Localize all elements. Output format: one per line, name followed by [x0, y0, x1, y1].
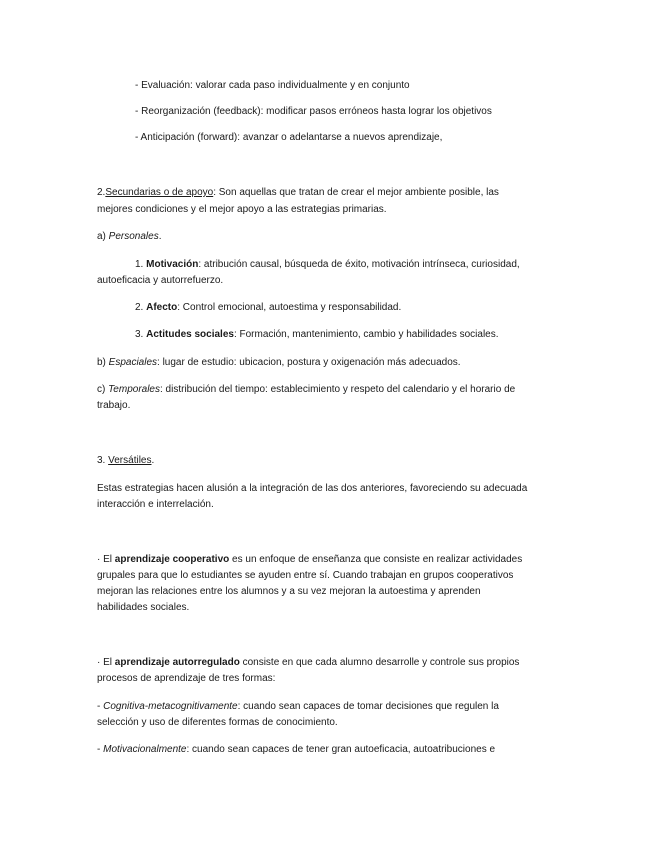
- motivacional-label: Motivacionalmente: [103, 744, 187, 755]
- temporales-item: [97, 382, 555, 398]
- espaciales-prefix: b): [97, 357, 109, 368]
- actitudes-label: Actitudes sociales: [146, 329, 234, 340]
- espaciales-item: [97, 355, 555, 371]
- afecto-text: : Control emocional, autoestima y responsabilidad.: [177, 302, 402, 313]
- motivacion-text: : atribución causal, búsqueda de éxito, motivación intrínseca, curiosidad,: [198, 259, 520, 270]
- personales-heading: [97, 229, 555, 245]
- cognitiva-item: [97, 699, 555, 715]
- autorregulado-line-2: procesos de aprendizaje de tres formas:: [97, 673, 276, 684]
- cooperativo-term: aprendizaje cooperativo: [114, 554, 230, 565]
- section-3-number: 3.: [97, 455, 109, 466]
- section-3-suffix: .: [151, 455, 155, 466]
- autorregulado-text: consiste en que cada alumno desarrolle y controle sus propios: [239, 657, 520, 668]
- autorregulado-paragraph: [97, 655, 555, 671]
- cooperativo-line-4: habilidades sociales.: [97, 602, 190, 613]
- cooperativo-paragraph: [97, 552, 555, 568]
- motivacion-item: [135, 257, 555, 273]
- actitudes-item: [135, 327, 555, 343]
- autorregulado-prefix: · El: [97, 657, 115, 668]
- section-2-text-cont: mejores condiciones y el mejor apoyo a las estrategias primarias.: [97, 204, 387, 215]
- cooperativo-text: es un enfoque de enseñanza que consiste en realizar actividades: [229, 554, 523, 565]
- section-2-title: Secundarias o de apoyo: [105, 187, 214, 198]
- section-3-heading: [97, 453, 555, 469]
- afecto-label: Afecto: [146, 302, 178, 313]
- item-anticipacion: - Anticipación (forward): avanzar o adelantarse a nuevos aprendizaje,: [135, 132, 443, 143]
- temporales-text-cont: trabajo.: [97, 400, 131, 411]
- cognitiva-text-cont: selección y uso de diferentes formas de conocimiento.: [97, 717, 338, 728]
- section-2-heading: [97, 185, 555, 201]
- temporales-label: Temporales: [108, 384, 160, 395]
- actitudes-text: : Formación, mantenimiento, cambio y habilidades sociales.: [233, 329, 499, 340]
- personales-label: Personales: [108, 231, 159, 242]
- motivacion-label: Motivación: [146, 259, 199, 270]
- cooperativo-prefix: · El: [97, 554, 115, 565]
- espaciales-text: : lugar de estudio: ubicacion, postura y oxigenación más adecuados.: [157, 357, 461, 368]
- motivacional-text: : cuando sean capaces de tener gran autoeficacia, autoatribuciones e: [186, 744, 496, 755]
- section-3-title: Versátiles: [108, 455, 152, 466]
- versatiles-text: Estas estrategias hacen alusión a la integración de las dos anteriores, favoreciendo su adecuada: [97, 483, 528, 494]
- autorregulado-term: aprendizaje autorregulado: [114, 657, 240, 668]
- cognitiva-prefix: -: [97, 701, 104, 712]
- section-2-number: 2.: [97, 187, 106, 198]
- actitudes-number: 3.: [135, 329, 147, 340]
- espaciales-label: Espaciales: [108, 357, 158, 368]
- cognitiva-label: Cognitiva-metacognitivamente: [103, 701, 238, 712]
- afecto-item: [135, 300, 555, 316]
- cooperativo-line-3: mejoran las relaciones entre los alumnos y a su vez mejoran la autoestima y aprenden: [97, 586, 481, 597]
- versatiles-text-cont: interacción e interrelación.: [97, 499, 214, 510]
- temporales-text: : distribución del tiempo: establecimiento y respeto del calendario y el horario de: [160, 384, 516, 395]
- motivacion-text-cont: autoeficacia y autorrefuerzo.: [97, 275, 224, 286]
- afecto-number: 2.: [135, 302, 147, 313]
- cognitiva-text: : cuando sean capaces de tomar decisiones que regulen la: [237, 701, 499, 712]
- section-2-text: : Son aquellas que tratan de crear el mejor ambiente posible, las: [213, 187, 499, 198]
- temporales-prefix: c): [97, 384, 109, 395]
- item-evaluacion: - Evaluación: valorar cada paso individualmente y en conjunto: [135, 80, 410, 91]
- motivacion-number: 1.: [135, 259, 147, 270]
- personales-suffix: .: [158, 231, 162, 242]
- item-reorganizacion: - Reorganización (feedback): modificar pasos erróneos hasta lograr los objetivos: [135, 106, 492, 117]
- personales-prefix: a): [97, 231, 109, 242]
- cooperativo-line-2: grupales para que lo estudiantes se ayuden entre sí. Cuando trabajan en grupos cooperativos: [97, 570, 514, 581]
- motivacional-prefix: -: [97, 744, 104, 755]
- motivacional-item: [97, 742, 555, 758]
